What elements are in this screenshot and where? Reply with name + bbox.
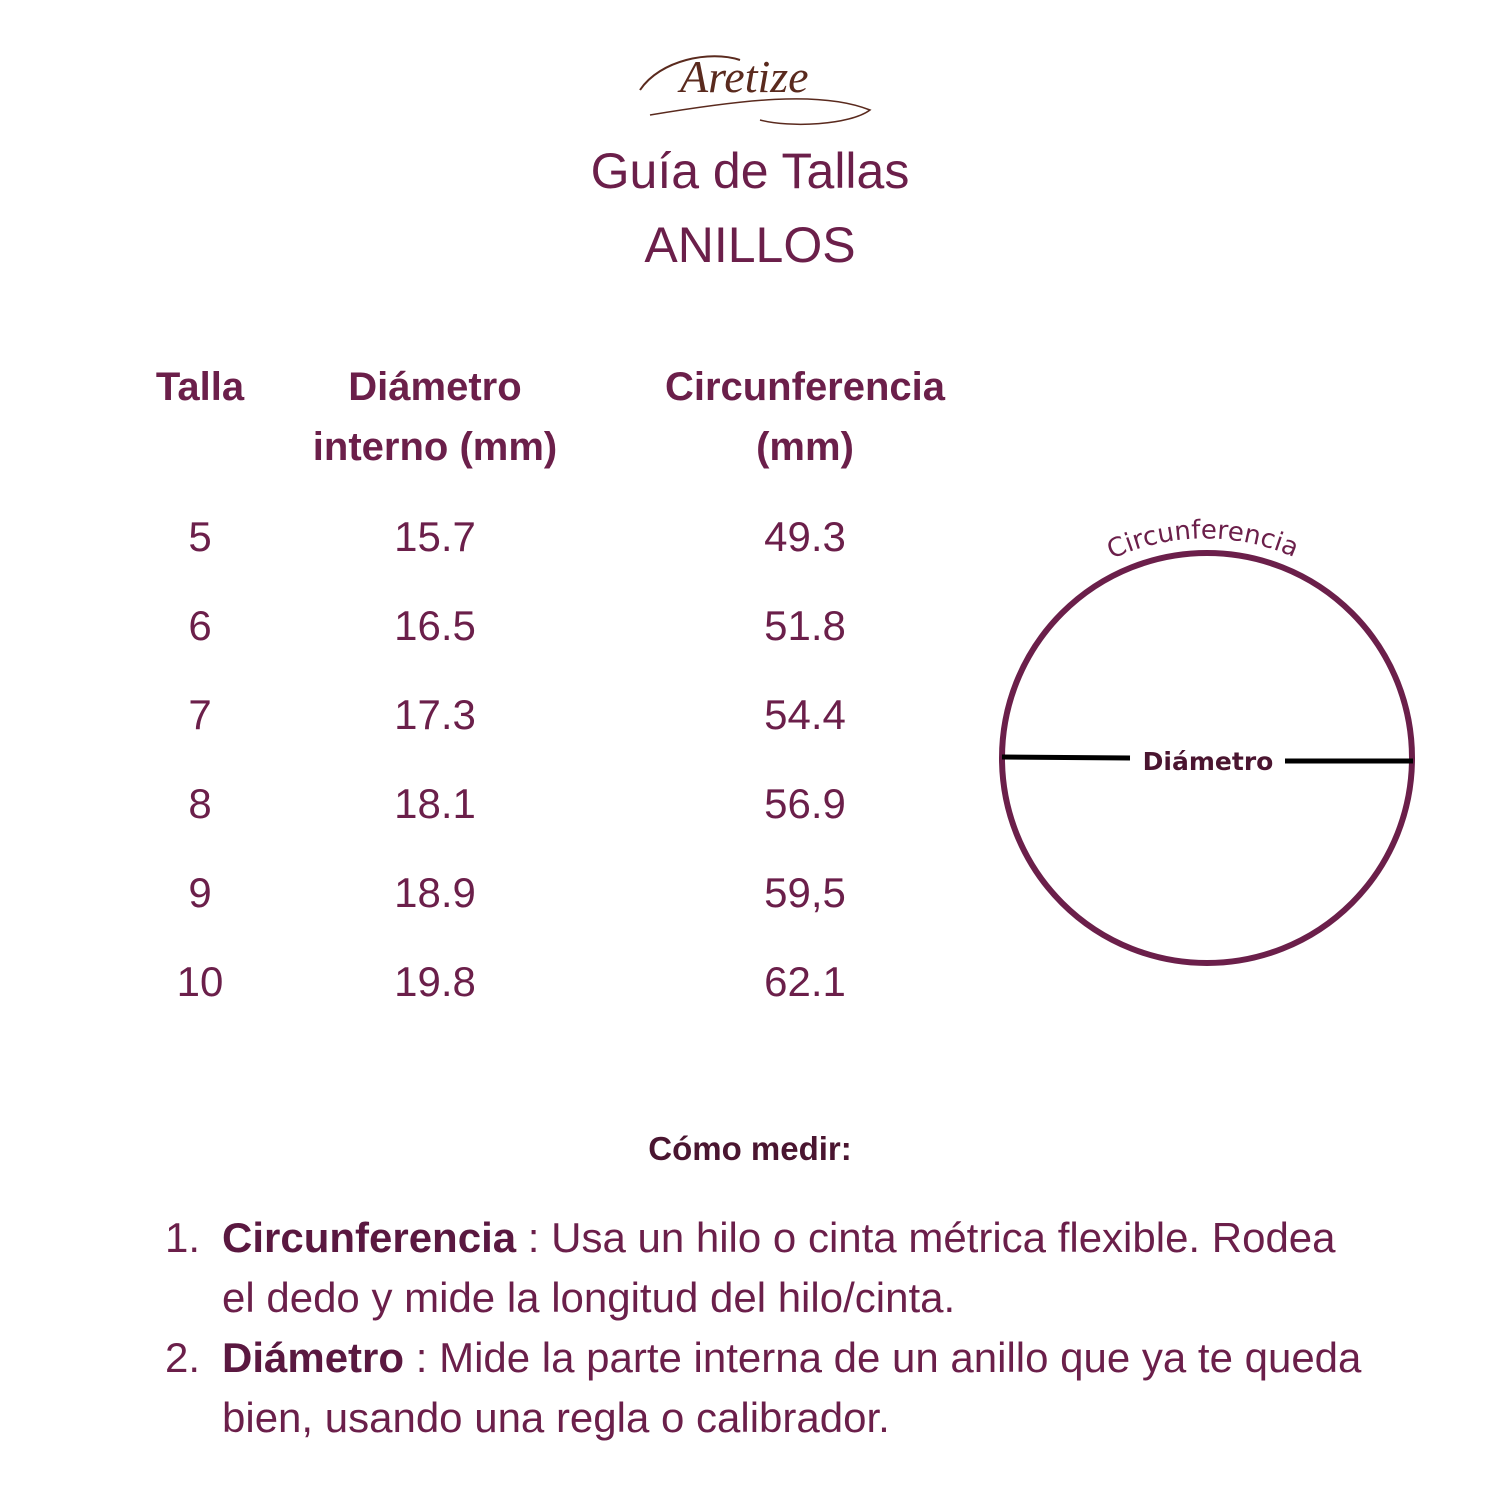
cell-diameter: 18.1 [394, 780, 476, 827]
header-diameter-line1: Diámetro [348, 365, 522, 409]
header-circ-line2: (mm) [756, 425, 854, 469]
instruction-term: Circunferencia [222, 1214, 517, 1261]
cell-circ: 54.4 [764, 691, 846, 738]
cell-diameter: 17.3 [394, 691, 476, 738]
cell-circ: 59,5 [764, 869, 846, 916]
cell-size: 5 [188, 513, 212, 560]
instruction-text: Mide la parte interna de un anillo que ya te queda bien, usando una regla o calibrador. [222, 1334, 1362, 1441]
diameter-line-left [1002, 757, 1130, 758]
instruction-separator: : [516, 1214, 552, 1261]
cell-circ: 51.8 [764, 602, 846, 649]
cell-size: 9 [188, 869, 212, 916]
page-subtitle: ANILLOS [644, 217, 856, 273]
diameter-label: Diámetro [1142, 747, 1274, 776]
cell-diameter: 19.8 [394, 958, 476, 1005]
header-diameter-line2: interno (mm) [312, 425, 558, 469]
howto-heading: Cómo medir: [648, 1130, 852, 1167]
cell-circ: 56.9 [764, 780, 846, 827]
list-number: 1. [165, 1214, 201, 1261]
cell-diameter: 15.7 [394, 513, 476, 560]
cell-diameter: 16.5 [394, 602, 476, 649]
cell-size: 10 [176, 958, 224, 1005]
header-circ-line1: Circunferencia [664, 365, 946, 409]
ring-diagram [990, 490, 1430, 980]
brand-logo [620, 30, 890, 140]
instruction-term: Diámetro [222, 1334, 405, 1381]
page-title: Guía de Tallas [590, 143, 910, 199]
circumference-label [1103, 515, 1303, 565]
cell-size: 7 [188, 691, 212, 738]
instruction-separator: : [404, 1334, 440, 1381]
circumference-label-path: Circunferencia [1102, 515, 1303, 566]
brand-name: Aretize [680, 51, 809, 102]
instruction-text: Usa un hilo o cinta métrica flexible. Rodea el dedo y mide la longitud del hilo/cinta. [222, 1214, 1336, 1321]
cell-diameter: 18.9 [394, 869, 476, 916]
cell-size: 8 [188, 780, 212, 827]
cell-circ: 62.1 [764, 958, 846, 1005]
header-size: Talla [155, 365, 245, 409]
list-number: 2. [165, 1334, 201, 1381]
cell-size: 6 [188, 602, 212, 649]
cell-circ: 49.3 [764, 513, 846, 560]
